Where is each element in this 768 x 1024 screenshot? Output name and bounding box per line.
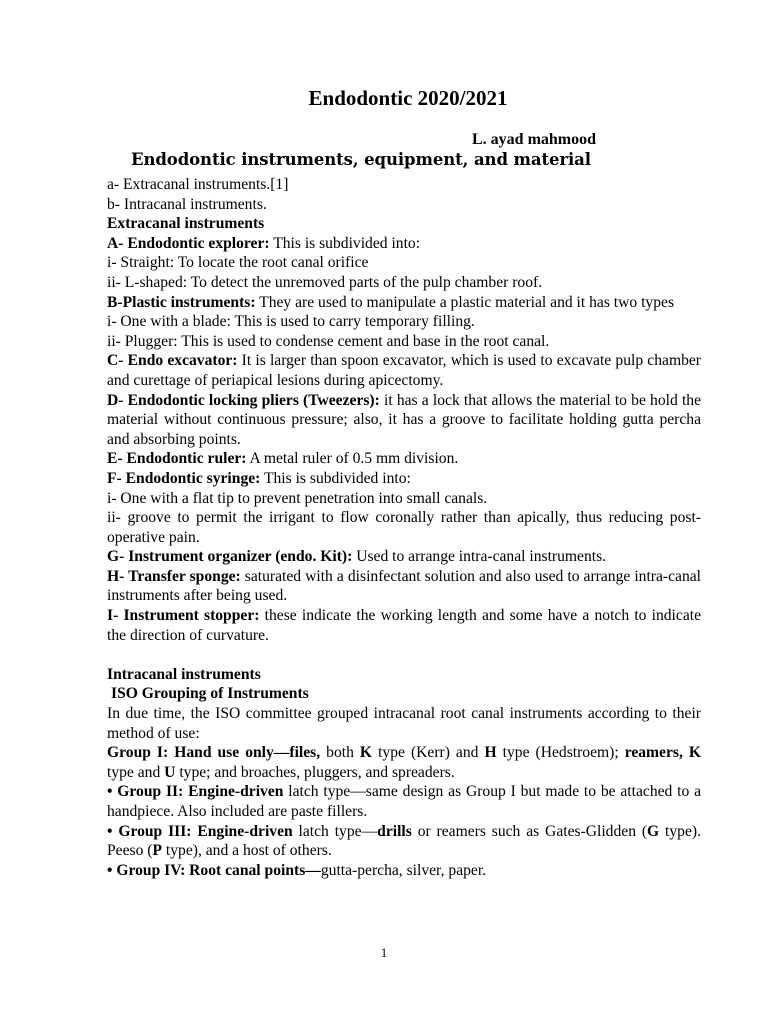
subheading-intracanal: Intracanal instruments	[107, 665, 261, 683]
group-3-item: • Group III: Engine-driven latch type—drills or reamers such as Gates-Glidden (G type). Peeso (P type), and a host of others.	[107, 822, 701, 860]
document-body	[107, 175, 701, 880]
list-item: i- One with a flat tip to prevent penetration into small canals.	[107, 489, 488, 507]
paragraph: B-Plastic instruments: They are used to manipulate a plastic material and it has two types	[107, 293, 675, 311]
group-2-item: • Group II: Engine-driven latch type—same design as Group I but made to be attached to a handpiece. Also included are paste fillers.	[107, 783, 701, 820]
page-number: 1	[380, 945, 388, 960]
paragraph: D- Endodontic locking pliers (Tweezers): it has a lock that allows the material to be hold the material without continuous pressure; also, it has a groove to facilitate holding gutta percha and absorbing points.	[107, 391, 701, 448]
paragraph: In due time, the ISO committee grouped intracanal root canal instruments according to their method of use:	[107, 705, 701, 742]
list-item: i- One with a blade: This is used to carry temporary filling.	[107, 313, 475, 331]
paragraph: F- Endodontic syringe: This is subdivided into:	[107, 469, 411, 487]
paragraph: C- Endo excavator: It is larger than spoon excavator, which is used to excavate pulp chamber and curettage of periapical lesions during apicectomy.	[107, 352, 701, 389]
author-name: L. ayad mahmood	[472, 131, 597, 148]
section-heading: Endodontic instruments, equipment, and material	[131, 150, 591, 169]
subheading-iso-grouping: ISO Grouping of Instruments	[111, 685, 309, 703]
paragraph: A- Endodontic explorer: This is subdivided into:	[107, 234, 421, 252]
document-title: Endodontic 2020/2021	[308, 86, 508, 110]
spacer	[107, 645, 701, 665]
list-item: b- Intracanal instruments.	[107, 195, 267, 213]
list-item: ii- groove to permit the irrigant to flow coronally rather than apically, thus reducing post-operative pain.	[107, 509, 701, 546]
group-1-item: Group I: Hand use only—files, both K type (Kerr) and H type (Hedstroem); reamers, K type and U type; and broaches, pluggers, and spreaders.	[107, 744, 701, 781]
paragraph: E- Endodontic ruler: A metal ruler of 0.5 mm division.	[107, 450, 459, 468]
list-item: ii- L-shaped: To detect the unremoved parts of the pulp chamber roof.	[107, 273, 543, 291]
list-item: a- Extracanal instruments.[1]	[107, 176, 289, 193]
list-item: i- Straight: To locate the root canal orifice	[107, 254, 369, 272]
list-item: ii- Plugger: This is used to condense cement and base in the root canal.	[107, 332, 550, 350]
group-4-item: • Group IV: Root canal points—gutta-percha, silver, paper.	[107, 861, 487, 879]
paragraph: H- Transfer sponge: saturated with a disinfectant solution and also used to arrange intra-canal instruments after being used.	[107, 567, 702, 605]
subheading-extracanal: Extracanal instruments	[107, 215, 265, 233]
paragraph: I- Instrument stopper: these indicate the working length and some have a notch to indicate the direction of curvature.	[107, 607, 701, 644]
paragraph: G- Instrument organizer (endo. Kit): Used to arrange intra-canal instruments.	[107, 548, 607, 566]
